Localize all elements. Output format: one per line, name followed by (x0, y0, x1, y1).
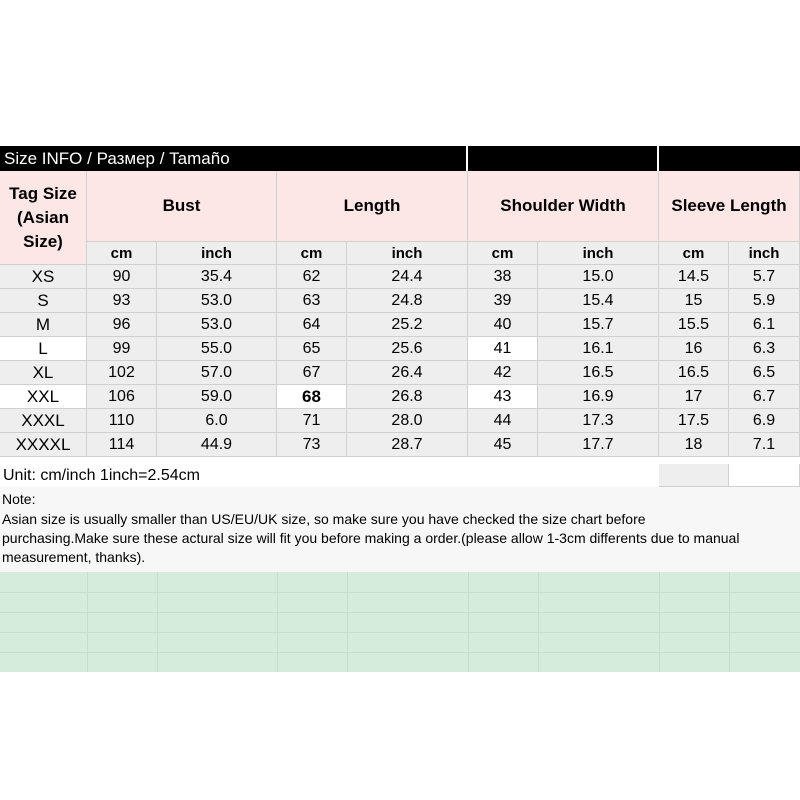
empty-spreadsheet-area (0, 572, 800, 672)
grid-line (0, 592, 800, 593)
empty-cell (729, 464, 800, 487)
measurement-cell: 45 (468, 433, 538, 457)
unit-header-row (0, 242, 800, 265)
page-title: Size INFO / Размер / Tamaño (0, 146, 468, 171)
table-row (0, 265, 800, 289)
measurement-cell: 15.5 (659, 313, 729, 337)
table-row (0, 433, 800, 457)
measurement-cell: 15.7 (538, 313, 659, 337)
measurement-cell: 55.0 (157, 337, 277, 361)
measurement-cell: 42 (468, 361, 538, 385)
title-bar-block (659, 146, 800, 171)
size-label-cell: M (0, 313, 87, 337)
unit-cm: cm (277, 242, 347, 265)
grid-line (659, 572, 660, 672)
measurement-cell: 6.7 (729, 385, 800, 409)
unit-note-row (0, 464, 800, 487)
measurement-cell: 15.4 (538, 289, 659, 313)
grid-line (87, 572, 88, 672)
measurement-cell: 102 (87, 361, 157, 385)
grid-line (0, 632, 800, 633)
measurement-cell: 53.0 (157, 289, 277, 313)
measurement-cell: 44.9 (157, 433, 277, 457)
tag-size-label: Tag Size (Asian Size) (9, 183, 77, 251)
table-row (0, 313, 800, 337)
note-label: Note: (2, 491, 36, 507)
grid-line (277, 572, 278, 672)
measurement-cell: 6.3 (729, 337, 800, 361)
measurement-cell: 6.9 (729, 409, 800, 433)
measurement-cell: 93 (87, 289, 157, 313)
measurement-cell: 73 (277, 433, 347, 457)
measurement-cell: 41 (468, 337, 538, 361)
measurement-cell: 6.5 (729, 361, 800, 385)
unit-cm: cm (468, 242, 538, 265)
table-row (0, 385, 800, 409)
group-header-length: Length (277, 171, 468, 242)
measurement-cell: 110 (87, 409, 157, 433)
measurement-cell: 59.0 (157, 385, 277, 409)
unit-cm: cm (659, 242, 729, 265)
group-header-row (0, 171, 800, 251)
note-line-2: purchasing.Make sure these actural size will fit you before making a order.(please allow 1-3cm differents due to manual (2, 530, 740, 546)
grid-line (347, 572, 348, 672)
measurement-cell: 63 (277, 289, 347, 313)
size-label-cell: XXXL (0, 409, 87, 433)
measurement-cell: 68 (277, 385, 347, 409)
measurement-cell: 57.0 (157, 361, 277, 385)
measurement-cell: 71 (277, 409, 347, 433)
measurement-cell: 114 (87, 433, 157, 457)
measurement-cell: 17.5 (659, 409, 729, 433)
grid-line (0, 612, 800, 613)
measurement-cell: 5.9 (729, 289, 800, 313)
grid-line (157, 572, 158, 672)
measurement-cell: 17.7 (538, 433, 659, 457)
group-header-bust: Bust (87, 171, 277, 242)
measurement-cell: 16.5 (659, 361, 729, 385)
size-label-cell: XL (0, 361, 87, 385)
measurement-cell: 35.4 (157, 265, 277, 289)
unit-inch: inch (729, 242, 800, 265)
size-label-cell: L (0, 337, 87, 361)
title-bar-block (468, 146, 659, 171)
table-row (0, 289, 800, 313)
unit-inch: inch (157, 242, 277, 265)
size-label-cell: XXL (0, 385, 87, 409)
measurement-cell: 40 (468, 313, 538, 337)
measurement-cell: 24.4 (347, 265, 468, 289)
measurement-cell: 39 (468, 289, 538, 313)
measurement-cell: 15.0 (538, 265, 659, 289)
grid-line (538, 572, 539, 672)
measurement-cell: 96 (87, 313, 157, 337)
group-header-sleeve-length: Sleeve Length (659, 171, 800, 242)
measurement-cell: 17 (659, 385, 729, 409)
measurement-cell: 25.6 (347, 337, 468, 361)
measurement-cell: 62 (277, 265, 347, 289)
measurement-cell: 17.3 (538, 409, 659, 433)
measurement-cell: 16 (659, 337, 729, 361)
measurement-cell: 16.5 (538, 361, 659, 385)
measurement-cell: 28.0 (347, 409, 468, 433)
measurement-cell: 99 (87, 337, 157, 361)
measurement-cell: 6.1 (729, 313, 800, 337)
measurement-cell: 38 (468, 265, 538, 289)
measurement-cell: 18 (659, 433, 729, 457)
table-row (0, 361, 800, 385)
measurement-cell: 64 (277, 313, 347, 337)
measurement-cell: 43 (468, 385, 538, 409)
measurement-cell: 53.0 (157, 313, 277, 337)
measurement-cell: 5.7 (729, 265, 800, 289)
grid-line (0, 652, 800, 653)
table-row (0, 409, 800, 433)
note-section (0, 487, 800, 572)
unit-note: Unit: cm/inch 1inch=2.54cm (0, 464, 659, 487)
measurement-cell: 65 (277, 337, 347, 361)
group-header-shoulder-width: Shoulder Width (468, 171, 659, 242)
note-line-3: measurement, thanks). (2, 549, 146, 565)
unit-inch: inch (347, 242, 468, 265)
measurement-cell: 106 (87, 385, 157, 409)
measurement-cell: 15 (659, 289, 729, 313)
measurement-cell: 44 (468, 409, 538, 433)
measurement-cell: 24.8 (347, 289, 468, 313)
note-line-1: Asian size is usually smaller than US/EU/UK size, so make sure you have checked the size chart before (2, 511, 646, 527)
measurement-cell: 26.8 (347, 385, 468, 409)
measurement-cell: 90 (87, 265, 157, 289)
measurement-cell: 6.0 (157, 409, 277, 433)
unit-inch: inch (538, 242, 659, 265)
measurement-cell: 26.4 (347, 361, 468, 385)
size-label-cell: XXXXL (0, 433, 87, 457)
grid-line (468, 572, 469, 672)
measurement-cell: 16.1 (538, 337, 659, 361)
measurement-cell: 67 (277, 361, 347, 385)
measurement-cell: 7.1 (729, 433, 800, 457)
measurement-cell: 28.7 (347, 433, 468, 457)
size-label-cell: S (0, 289, 87, 313)
grid-line (729, 572, 730, 672)
table-row (0, 337, 800, 361)
unit-cm: cm (87, 242, 157, 265)
measurement-cell: 25.2 (347, 313, 468, 337)
measurement-cell: 16.9 (538, 385, 659, 409)
title-row (0, 146, 800, 171)
size-label-cell: XS (0, 265, 87, 289)
empty-cell (659, 464, 729, 487)
measurement-cell: 14.5 (659, 265, 729, 289)
